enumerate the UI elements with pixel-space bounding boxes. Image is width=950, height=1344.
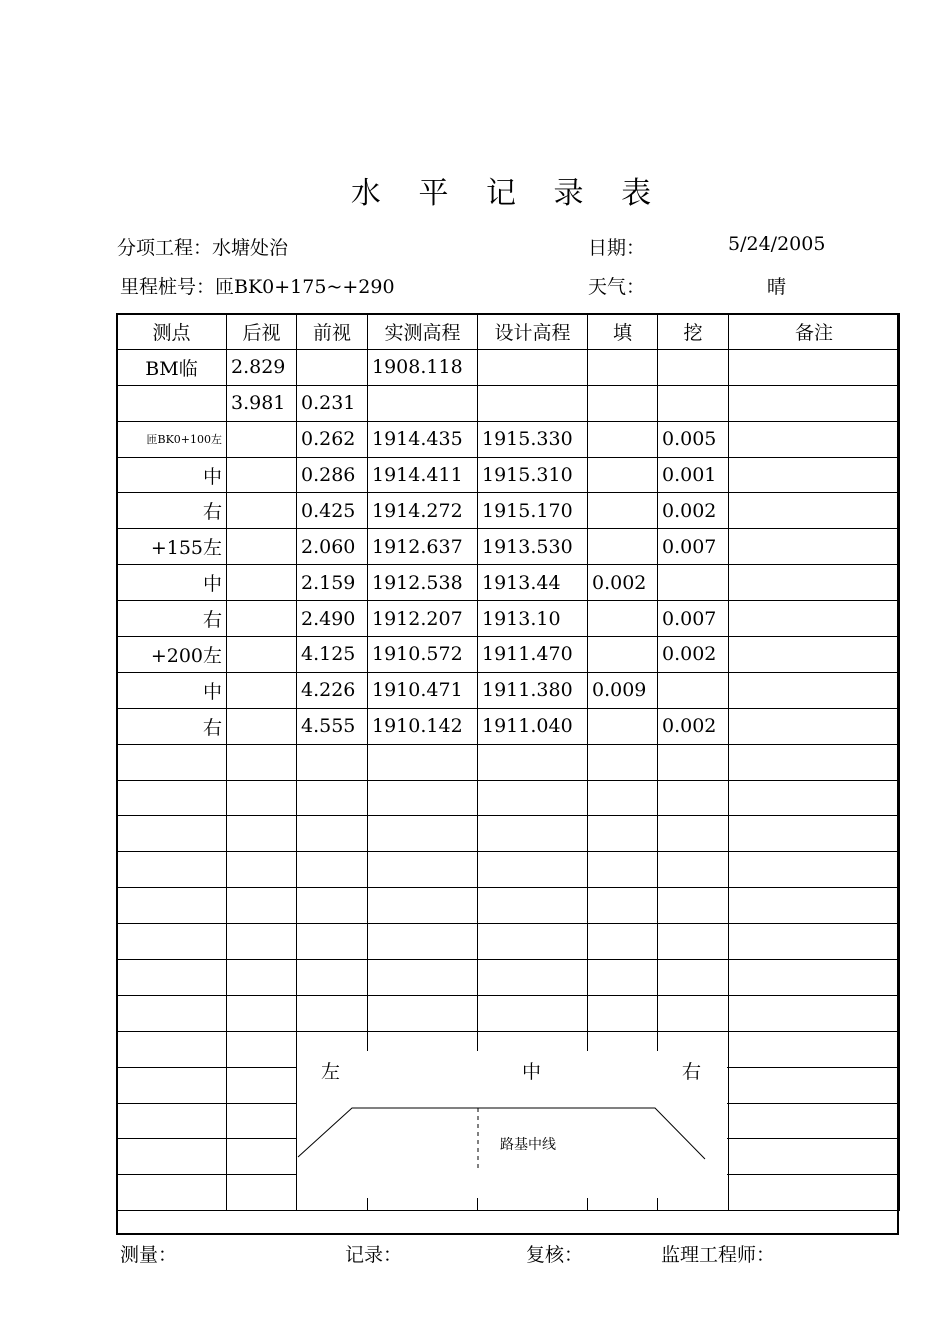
empty-cell xyxy=(297,780,368,816)
cell-backsight xyxy=(227,529,297,565)
empty-cell xyxy=(729,1067,900,1103)
cell-point: +200左 xyxy=(117,637,227,673)
date-label: 日期： xyxy=(588,237,646,259)
cell-point: 右 xyxy=(117,708,227,744)
project-value: 水塘处治 xyxy=(212,237,289,259)
header-design-elevation: 设计高程 xyxy=(478,314,588,350)
cell-measured-elevation: 1914.272 xyxy=(368,493,478,529)
cell-remarks xyxy=(729,385,900,421)
cell-point: 右 xyxy=(117,493,227,529)
supervisor-label: 监理工程师： xyxy=(661,1244,776,1266)
cell-point: 中 xyxy=(117,672,227,708)
empty-cell xyxy=(227,1031,297,1067)
cell-point: BM临 xyxy=(117,349,227,385)
cell-design-elevation: 1913.10 xyxy=(478,601,588,637)
empty-cell xyxy=(227,924,297,960)
cell-point xyxy=(117,385,227,421)
empty-cell xyxy=(658,995,729,1031)
cell-design-elevation: 1911.040 xyxy=(478,708,588,744)
cell-design-elevation: 1915.310 xyxy=(478,457,588,493)
cell-measured-elevation: 1914.411 xyxy=(368,457,478,493)
table-row xyxy=(117,708,900,744)
cell-backsight xyxy=(227,565,297,601)
cell-foresight: 0.231 xyxy=(297,385,368,421)
cell-cut: 0.007 xyxy=(658,601,729,637)
empty-row xyxy=(117,960,900,996)
empty-cell xyxy=(588,924,658,960)
weather-label: 天气： xyxy=(588,276,646,298)
cell-measured-elevation: 1908.118 xyxy=(368,349,478,385)
weather-value: 晴 xyxy=(767,276,787,298)
empty-row xyxy=(117,744,900,780)
empty-cell xyxy=(588,960,658,996)
cell-measured-elevation: 1910.572 xyxy=(368,637,478,673)
diagram-center-label: 中 xyxy=(522,1061,542,1083)
cell-foresight: 4.125 xyxy=(297,637,368,673)
empty-cell xyxy=(729,852,900,888)
cell-foresight: 4.226 xyxy=(297,672,368,708)
roadbed-profile xyxy=(297,1051,727,1198)
empty-cell xyxy=(588,816,658,852)
cell-design-elevation: 1915.170 xyxy=(478,493,588,529)
station-value: 匝BK0+175~+290 xyxy=(215,276,395,298)
cell-measured-elevation: 1910.471 xyxy=(368,672,478,708)
empty-cell xyxy=(117,1031,227,1067)
empty-cell xyxy=(117,1139,227,1175)
cell-foresight: 2.159 xyxy=(297,565,368,601)
empty-cell xyxy=(368,960,478,996)
table-row xyxy=(117,493,900,529)
record-label: 记录： xyxy=(345,1244,403,1266)
cell-measured-elevation: 1910.142 xyxy=(368,708,478,744)
empty-cell xyxy=(588,780,658,816)
cell-cut: 0.002 xyxy=(658,493,729,529)
empty-cell xyxy=(368,816,478,852)
survey-label: 测量： xyxy=(120,1244,178,1266)
empty-cell xyxy=(227,1175,297,1211)
empty-cell xyxy=(729,995,900,1031)
empty-cell xyxy=(729,924,900,960)
cell-point: 右 xyxy=(117,601,227,637)
cell-backsight xyxy=(227,637,297,673)
table-row xyxy=(117,672,900,708)
empty-cell xyxy=(227,1139,297,1175)
empty-cell xyxy=(729,816,900,852)
roadbed-diagram xyxy=(297,1051,727,1198)
cell-design-elevation: 1913.530 xyxy=(478,529,588,565)
cell-cut xyxy=(658,349,729,385)
header-fill: 填 xyxy=(588,314,658,350)
cell-measured-elevation: 1912.637 xyxy=(368,529,478,565)
cell-design-elevation: 1913.44 xyxy=(478,565,588,601)
cell-design-elevation: 1911.470 xyxy=(478,637,588,673)
empty-cell xyxy=(478,960,588,996)
empty-cell xyxy=(368,888,478,924)
cell-backsight xyxy=(227,672,297,708)
cell-remarks xyxy=(729,708,900,744)
page-title: 水 平 记 录 表 xyxy=(350,176,666,211)
empty-cell xyxy=(729,1139,900,1175)
empty-cell xyxy=(729,1175,900,1211)
table-row xyxy=(117,421,900,457)
table-row xyxy=(117,349,900,385)
empty-cell xyxy=(658,924,729,960)
project-label: 分项工程： xyxy=(117,237,213,259)
cell-fill: 0.009 xyxy=(588,672,658,708)
cell-fill xyxy=(588,349,658,385)
empty-cell xyxy=(478,888,588,924)
header-row xyxy=(117,314,900,350)
cell-fill xyxy=(588,385,658,421)
cell-foresight: 0.425 xyxy=(297,493,368,529)
empty-cell xyxy=(588,995,658,1031)
cell-point: 匝BK0+100左 xyxy=(117,421,227,457)
empty-row xyxy=(117,888,900,924)
table-row xyxy=(117,601,900,637)
empty-cell xyxy=(117,995,227,1031)
cell-remarks xyxy=(729,421,900,457)
empty-cell xyxy=(297,744,368,780)
empty-cell xyxy=(368,780,478,816)
cell-foresight: 2.060 xyxy=(297,529,368,565)
cell-foresight: 4.555 xyxy=(297,708,368,744)
cell-cut: 0.002 xyxy=(658,637,729,673)
cell-cut: 0.001 xyxy=(658,457,729,493)
cell-cut xyxy=(658,385,729,421)
station-field xyxy=(120,272,395,299)
empty-cell xyxy=(729,888,900,924)
cell-cut: 0.005 xyxy=(658,421,729,457)
review-label: 复核： xyxy=(526,1244,584,1266)
table-row xyxy=(117,385,900,421)
cell-backsight xyxy=(227,708,297,744)
cell-design-elevation: 1915.330 xyxy=(478,421,588,457)
empty-cell xyxy=(368,995,478,1031)
cell-fill xyxy=(588,601,658,637)
cell-remarks xyxy=(729,601,900,637)
empty-cell xyxy=(227,1103,297,1139)
cell-fill xyxy=(588,529,658,565)
cell-foresight: 2.490 xyxy=(297,601,368,637)
empty-cell xyxy=(117,852,227,888)
empty-cell xyxy=(658,780,729,816)
empty-cell xyxy=(658,888,729,924)
cell-fill xyxy=(588,457,658,493)
empty-cell xyxy=(117,816,227,852)
empty-cell xyxy=(297,960,368,996)
empty-cell xyxy=(297,888,368,924)
empty-cell xyxy=(117,1067,227,1103)
cell-backsight: 2.829 xyxy=(227,349,297,385)
empty-row xyxy=(117,852,900,888)
cell-remarks xyxy=(729,493,900,529)
empty-cell xyxy=(297,924,368,960)
cell-fill xyxy=(588,708,658,744)
cell-measured-elevation xyxy=(368,385,478,421)
empty-cell xyxy=(227,744,297,780)
header-measured-elevation: 实测高程 xyxy=(368,314,478,350)
empty-cell xyxy=(117,888,227,924)
empty-cell xyxy=(729,1031,900,1067)
empty-cell xyxy=(478,924,588,960)
empty-cell xyxy=(227,888,297,924)
diagram-left-label: 左 xyxy=(321,1061,341,1083)
cell-fill xyxy=(588,493,658,529)
cell-backsight xyxy=(227,601,297,637)
cell-remarks xyxy=(729,672,900,708)
empty-cell xyxy=(729,744,900,780)
cell-fill xyxy=(588,637,658,673)
cell-point: 中 xyxy=(117,565,227,601)
empty-cell xyxy=(478,744,588,780)
empty-cell xyxy=(368,744,478,780)
project-field xyxy=(117,233,288,260)
cell-point: 中 xyxy=(117,457,227,493)
cell-fill xyxy=(588,421,658,457)
empty-cell xyxy=(117,960,227,996)
empty-cell xyxy=(658,816,729,852)
header-foresight: 前视 xyxy=(297,314,368,350)
empty-cell xyxy=(478,780,588,816)
empty-cell xyxy=(729,780,900,816)
table-row xyxy=(117,529,900,565)
empty-cell xyxy=(588,744,658,780)
cell-cut: 0.002 xyxy=(658,708,729,744)
cell-cut: 0.007 xyxy=(658,529,729,565)
cell-cut xyxy=(658,672,729,708)
empty-cell xyxy=(117,924,227,960)
cell-backsight xyxy=(227,457,297,493)
centerline-label: 路基中线 xyxy=(500,1137,556,1153)
cell-design-elevation xyxy=(478,385,588,421)
cell-remarks xyxy=(729,637,900,673)
cell-foresight: 0.262 xyxy=(297,421,368,457)
cell-foresight: 0.286 xyxy=(297,457,368,493)
header-backsight: 后视 xyxy=(227,314,297,350)
empty-cell xyxy=(117,744,227,780)
header-remarks: 备注 xyxy=(729,314,900,350)
cell-design-elevation: 1911.380 xyxy=(478,672,588,708)
empty-row xyxy=(117,816,900,852)
empty-cell xyxy=(117,780,227,816)
cell-measured-elevation: 1914.435 xyxy=(368,421,478,457)
cell-measured-elevation: 1912.207 xyxy=(368,601,478,637)
cell-fill: 0.002 xyxy=(588,565,658,601)
empty-row xyxy=(117,780,900,816)
table-row xyxy=(117,565,900,601)
empty-cell xyxy=(227,995,297,1031)
cell-remarks xyxy=(729,457,900,493)
empty-cell xyxy=(368,924,478,960)
empty-cell xyxy=(227,816,297,852)
table-row xyxy=(117,637,900,673)
cell-remarks xyxy=(729,349,900,385)
cell-point: +155左 xyxy=(117,529,227,565)
empty-row xyxy=(117,924,900,960)
empty-cell xyxy=(227,780,297,816)
cell-remarks xyxy=(729,565,900,601)
empty-cell xyxy=(368,852,478,888)
empty-cell xyxy=(588,852,658,888)
empty-cell xyxy=(658,744,729,780)
cell-design-elevation xyxy=(478,349,588,385)
empty-cell xyxy=(588,888,658,924)
empty-cell xyxy=(117,1175,227,1211)
empty-cell xyxy=(478,816,588,852)
cell-backsight xyxy=(227,493,297,529)
empty-cell xyxy=(227,960,297,996)
empty-cell xyxy=(297,852,368,888)
header-cut: 挖 xyxy=(658,314,729,350)
cell-remarks xyxy=(729,529,900,565)
cell-foresight xyxy=(297,349,368,385)
cell-measured-elevation: 1912.538 xyxy=(368,565,478,601)
empty-cell xyxy=(478,852,588,888)
empty-cell xyxy=(658,852,729,888)
station-label: 里程桩号： xyxy=(120,276,216,298)
empty-row xyxy=(117,995,900,1031)
empty-cell xyxy=(227,1067,297,1103)
empty-cell xyxy=(729,1103,900,1139)
empty-cell xyxy=(117,1103,227,1139)
cell-backsight: 3.981 xyxy=(227,385,297,421)
table-row xyxy=(117,457,900,493)
empty-cell xyxy=(297,995,368,1031)
empty-cell xyxy=(227,852,297,888)
diagram-right-label: 右 xyxy=(682,1061,702,1083)
cell-cut xyxy=(658,565,729,601)
header-point: 测点 xyxy=(117,314,227,350)
cell-backsight xyxy=(227,421,297,457)
date-value: 5/24/2005 xyxy=(728,233,826,255)
empty-cell xyxy=(478,995,588,1031)
empty-cell xyxy=(658,960,729,996)
empty-cell xyxy=(297,816,368,852)
empty-cell xyxy=(729,960,900,996)
